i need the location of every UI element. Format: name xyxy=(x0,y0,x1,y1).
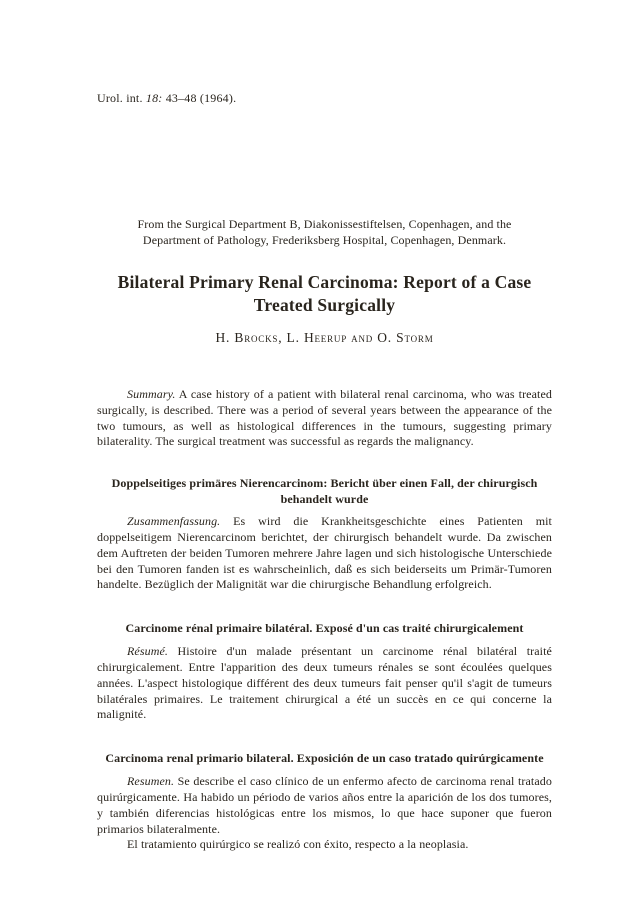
article-title: Bilateral Primary Renal Carcinoma: Report of a Case Treated Surgically xyxy=(117,272,532,315)
affiliation xyxy=(97,216,552,248)
authors-line: H. Brocks, L. Heerup and O. Storm xyxy=(215,330,434,345)
affiliation-line-1: From the Surgical Department B, Diakonissestiftelsen, Copenhagen, and the xyxy=(137,217,512,231)
abstract-french xyxy=(97,644,552,723)
abstract-german xyxy=(97,514,552,593)
abstract-spanish-lead: Resumen. xyxy=(127,774,175,789)
abstract-english xyxy=(97,387,552,450)
abstract-english-body: A case history of a patient with bilateral renal carcinoma, who was treated surgically, is described. There was a period of several years between the appearance of the two tumours, as well as histological differences in the tumours, suggesting primary bilaterality. The surgical treatment was successful as regards the malignancy. xyxy=(97,387,552,449)
heading-spanish: Carcinoma renal primario bilateral. Exposición de un caso tratado quirúrgicamente xyxy=(105,751,544,766)
heading-french: Carcinome rénal primaire bilatéral. Exposé d'un cas traité chirurgicalement xyxy=(125,621,524,636)
abstract-german-body: Es wird die Krankheitsgeschichte eines Patienten mit doppelseitigem Nierencarcinom berichtet, der chirurgisch behandelt wurde. Da zwischen dem Auftreten der beiden Tumoren mehrere Jahre lagen und sich histologische Unterschiede bei den Tumoren fanden ist es wahrscheinlich, daß es sich beiderseits um Primär-Tumoren handelte. Bezüglich der Malignität war die chirurgische Behandlung erfolgreich. xyxy=(97,514,552,592)
abstract-spanish xyxy=(97,774,552,837)
abstract-spanish-body: Se describe el caso clínico de un enfermo afecto de carcinoma renal tratado quirúrgicamente. Ha habido un périodo de varios años entre la aparición de los dos tumores, y también diferencias histológicas entre los mismos, lo que hace suponer que fueron primarios bilateralmente. xyxy=(97,774,552,836)
abstract-german-lead: Zusammenfassung. xyxy=(127,514,221,529)
journal-name: Urol. int. xyxy=(97,91,143,105)
abstract-french-lead: Résumé. xyxy=(127,644,169,659)
journal-reference xyxy=(97,0,552,106)
abstract-spanish-closing: El tratamiento quirúrgico se realizó con éxito, respecto a la neoplasia. xyxy=(127,837,469,852)
affiliation-line-2: Department of Pathology, Frederiksberg Hospital, Copenhagen, Denmark. xyxy=(142,233,507,247)
journal-pages: 43–48 (1964). xyxy=(165,91,237,105)
heading-german: Doppelseitiges primäres Nierencarcinom: Bericht über einen Fall, der chirurgisch behandelt wurde xyxy=(111,476,538,507)
abstract-english-lead: Summary. xyxy=(127,387,176,401)
journal-volume: 18: xyxy=(145,91,163,105)
abstract-french-body: Histoire d'un malade présentant un carcinome rénal bilatéral traité chirurgicalement. Entre l'apparition des deux tumeurs rénales se sont écoulées quelques années. L'aspect histologique différent des deux tumeurs fait penser qu'il s'agit de tumeurs bilatérales primaires. Le traitement chirurgical a été un succès en ce qui concerne la malignité. xyxy=(97,644,552,722)
